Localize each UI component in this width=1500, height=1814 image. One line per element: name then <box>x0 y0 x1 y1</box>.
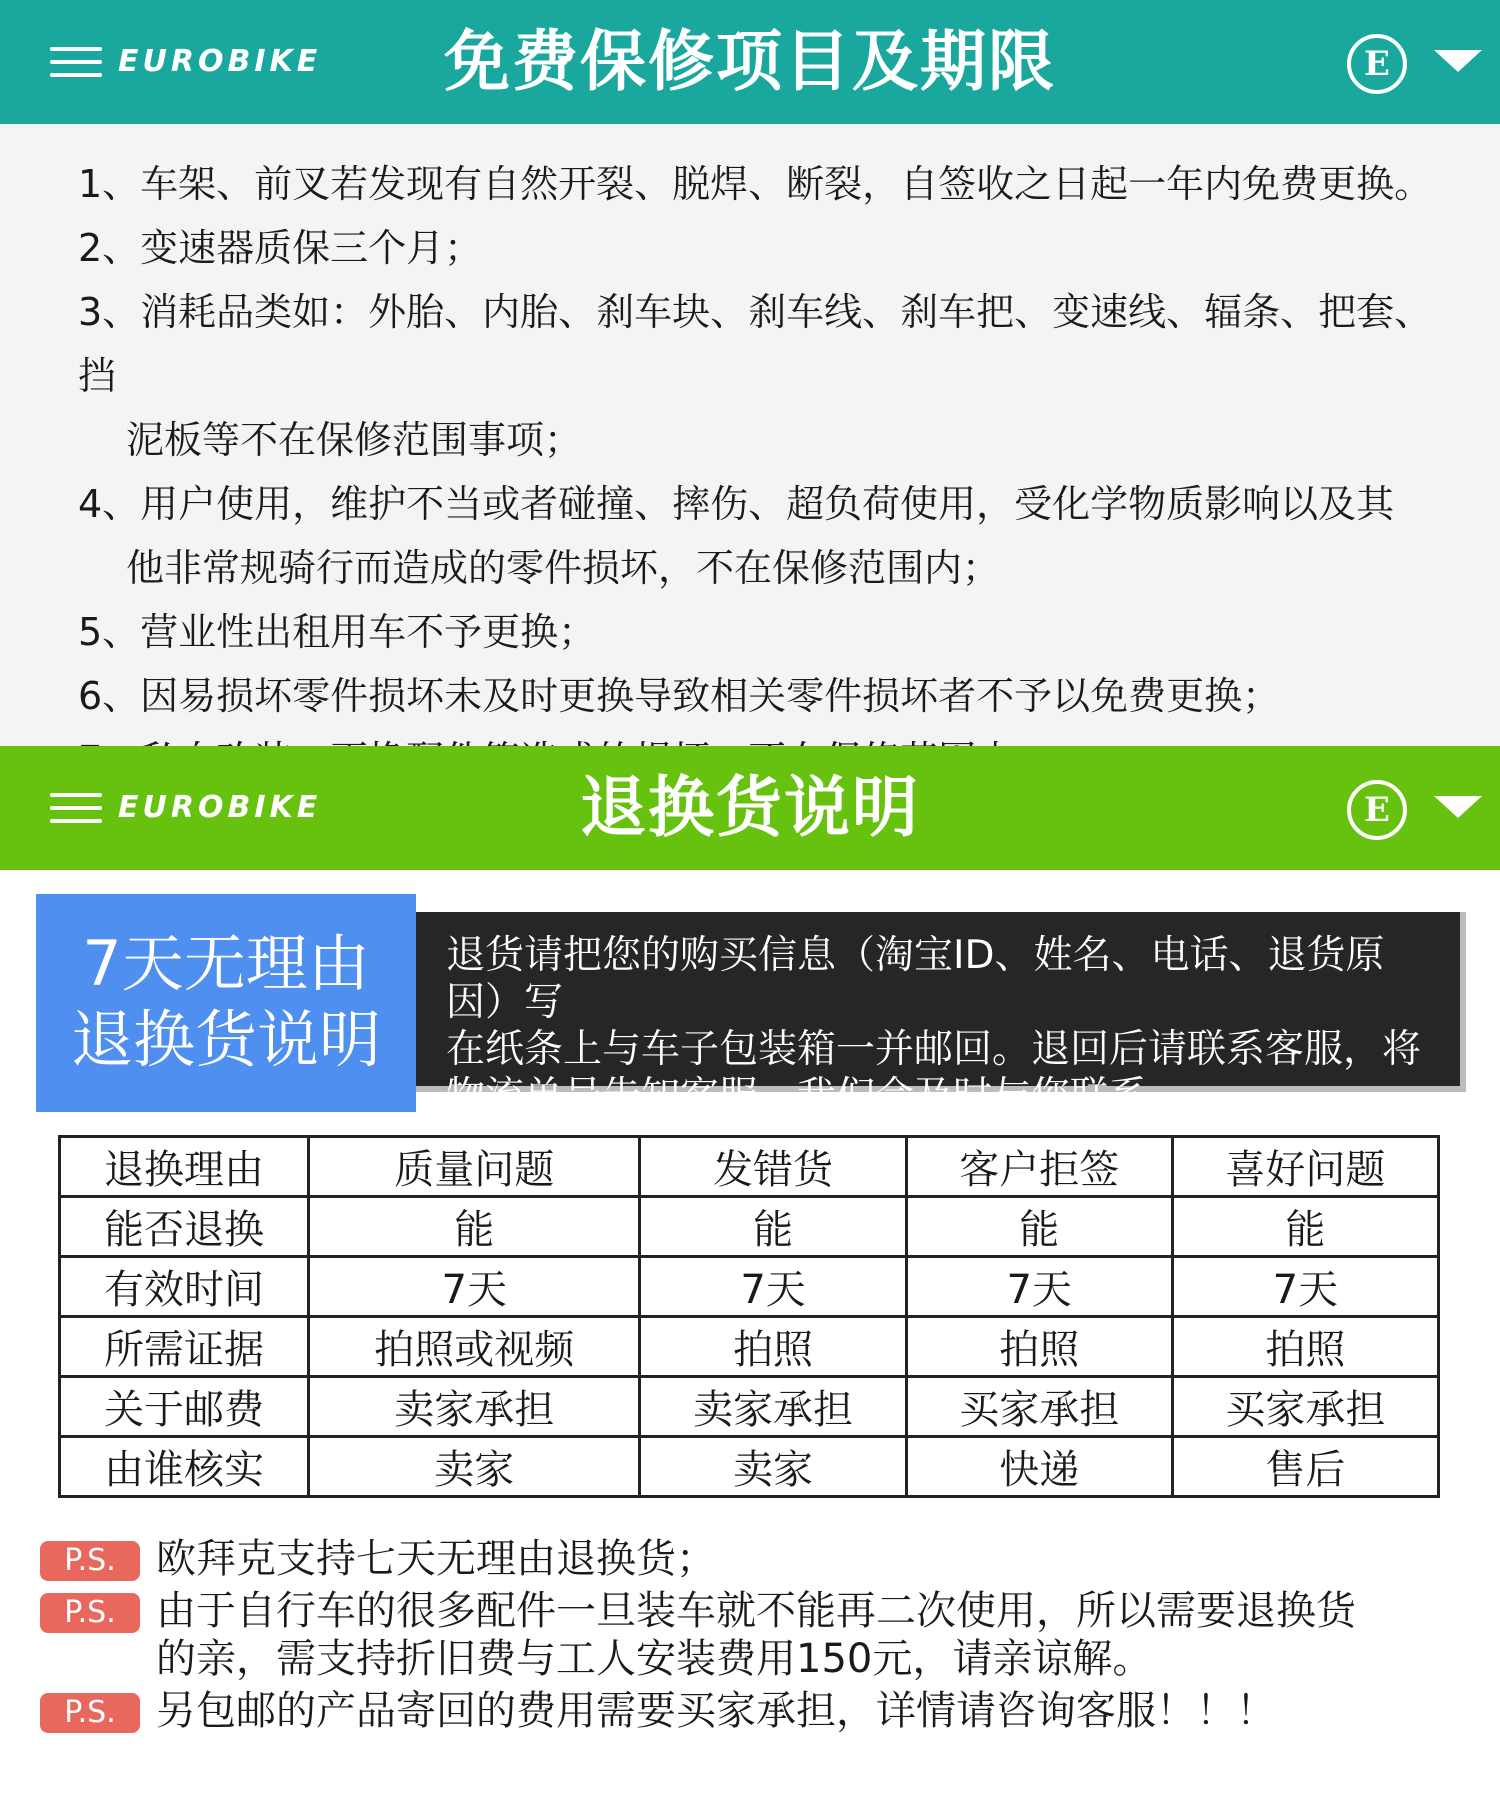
warranty-item: 4、用户使用，维护不当或者碰撞、摔伤、超负荷使用，受化学物质影响以及其 他非常规骑行而造成的零件损坏，不在保修范围内； <box>78 482 1395 590</box>
table-cell: 卖家 <box>640 1437 906 1497</box>
warranty-item: 2、变速器质保三个月； <box>78 226 483 270</box>
return-instructions <box>416 912 1466 1119</box>
instruction-line: 物流单号告知客服，我们会及时与您联系。 <box>446 1074 1188 1119</box>
table-row <box>60 1137 1439 1197</box>
brand-logo: EUROBIKE <box>118 790 322 825</box>
warranty-item: 5、营业性出租用车不予更换； <box>78 610 597 654</box>
table-cell: 质量问题 <box>309 1137 640 1197</box>
table-cell: 由谁核实 <box>60 1437 309 1497</box>
warranty-header <box>0 0 1500 124</box>
ps-note-text: 欧拜克支持七天无理由退换货； <box>156 1536 716 1582</box>
ps-notes <box>40 1535 1480 1739</box>
table-cell: 拍照 <box>1172 1317 1438 1377</box>
instruction-line: 退货请把您的购买信息（淘宝ID、姓名、电话、退货原因）写 <box>446 933 1385 1025</box>
table-cell: 能否退换 <box>60 1197 309 1257</box>
table-cell: 关于邮费 <box>60 1377 309 1437</box>
chevron-down-icon[interactable] <box>1434 50 1482 72</box>
warranty-item: 3、消耗品类如：外胎、内胎、刹车块、刹车线、刹车把、变速线、辐条、把套、挡 泥板等不在保修范围事项； <box>78 290 1433 462</box>
table-cell: 卖家承担 <box>640 1377 906 1437</box>
warranty-item: 6、因易损坏零件损坏未及时更换导致相关零件损坏者不予以免费更换； <box>78 674 1281 718</box>
table-row <box>60 1437 1439 1497</box>
ps-note <box>40 1535 1480 1583</box>
table-cell: 快递 <box>906 1437 1172 1497</box>
table-cell: 能 <box>309 1197 640 1257</box>
ps-tag: P.S. <box>40 1593 140 1633</box>
badge-line-2: 退换货说明 <box>70 1003 381 1076</box>
table-row <box>60 1257 1439 1317</box>
table-cell: 7天 <box>309 1257 640 1317</box>
ps-tag: P.S. <box>40 1541 140 1581</box>
table-cell: 售后 <box>1172 1437 1438 1497</box>
table-cell: 能 <box>640 1197 906 1257</box>
ps-note-text: 由于自行车的很多配件一旦装车就不能再二次使用，所以需要退换货 <box>156 1588 1356 1634</box>
table-cell: 7天 <box>906 1257 1172 1317</box>
return-rules-table <box>58 1135 1440 1498</box>
ps-note-text: 的亲，需支持折旧费与工人安装费用150元，请亲谅解。 <box>156 1636 1153 1682</box>
table-cell: 7天 <box>640 1257 906 1317</box>
table-cell: 喜好问题 <box>1172 1137 1438 1197</box>
table-cell: 有效时间 <box>60 1257 309 1317</box>
e-logo-icon: E <box>1347 34 1407 94</box>
table-row <box>60 1377 1439 1437</box>
table-cell: 能 <box>1172 1197 1438 1257</box>
seven-day-badge <box>36 894 416 1112</box>
table-cell: 卖家承担 <box>309 1377 640 1437</box>
table-cell: 拍照 <box>906 1317 1172 1377</box>
badge-line-1: 7天无理由 <box>82 927 370 1000</box>
e-logo-icon: E <box>1347 780 1407 840</box>
table-row <box>60 1317 1439 1377</box>
brand-logo: EUROBIKE <box>118 44 322 79</box>
ps-note <box>40 1687 1480 1735</box>
table-cell: 拍照或视频 <box>309 1317 640 1377</box>
table-row <box>60 1197 1439 1257</box>
instruction-line: 在纸条上与车子包装箱一并邮回。退回后请联系客服，将 <box>446 1027 1422 1072</box>
warranty-item: 1、车架、前叉若发现有自然开裂、脱焊、断裂，自签收之日起一年内免费更换。 <box>78 162 1433 206</box>
table-cell: 拍照 <box>640 1317 906 1377</box>
table-cell: 买家承担 <box>906 1377 1172 1437</box>
table-cell: 买家承担 <box>1172 1377 1438 1437</box>
chevron-down-icon[interactable] <box>1434 796 1482 818</box>
ps-tag: P.S. <box>40 1693 140 1733</box>
warranty-list <box>0 124 1500 792</box>
return-header <box>0 746 1500 870</box>
ps-note <box>40 1587 1480 1683</box>
table-cell: 客户拒签 <box>906 1137 1172 1197</box>
table-cell: 卖家 <box>309 1437 640 1497</box>
warranty-title: 免费保修项目及期限 <box>444 23 1056 100</box>
table-cell: 所需证据 <box>60 1317 309 1377</box>
table-cell: 7天 <box>1172 1257 1438 1317</box>
table-cell: 退换理由 <box>60 1137 309 1197</box>
ps-note-text: 另包邮的产品寄回的费用需要买家承担，详情请咨询客服！！！ <box>156 1688 1276 1734</box>
return-title: 退换货说明 <box>580 769 920 846</box>
warranty-section <box>0 124 1500 746</box>
table-cell: 发错货 <box>640 1137 906 1197</box>
table-cell: 能 <box>906 1197 1172 1257</box>
